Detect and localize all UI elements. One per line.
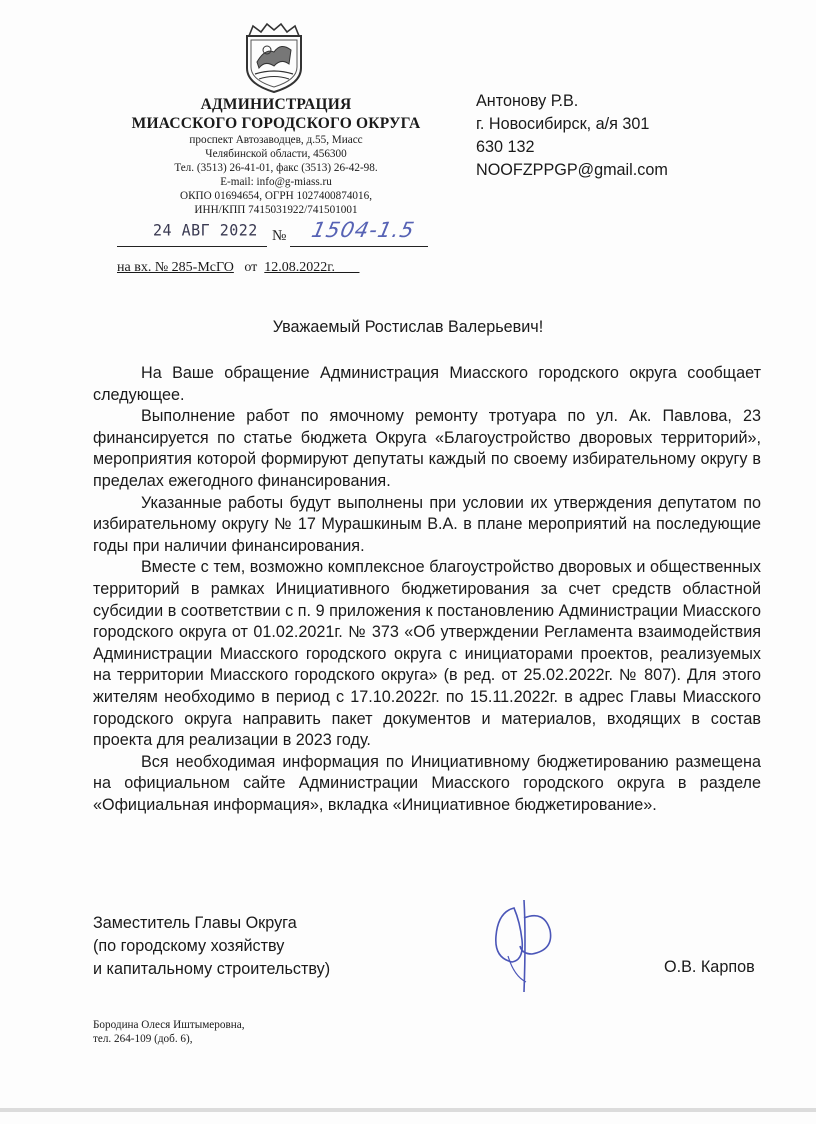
signer-name: О.В. Карпов	[664, 958, 755, 976]
addressee-email: NOOFZPPGP@gmail.com	[476, 161, 668, 179]
signer-position-line: Заместитель Главы Округа	[93, 914, 297, 932]
contact-line: ОКПО 01694654, ОГРН 1027400874016,	[179, 190, 372, 202]
addressee-name: Антонову Р.В.	[476, 92, 579, 110]
signer-position-line: и капитальному строительству)	[93, 960, 331, 978]
body-paragraph: На Ваше обращение Администрация Миасского городского округа сообщает следующее.	[93, 364, 761, 404]
letter-body	[93, 363, 761, 816]
addressee-postcode: 630 132	[476, 138, 535, 156]
contact-line: Тел. (3513) 26-41-01, факс (3513) 26-42-98.	[174, 162, 378, 174]
contact-line: проспект Автозаводцев, д.55, Миасс	[189, 134, 363, 146]
org-name-line-1: АДМИНИСТРАЦИЯ	[200, 96, 352, 113]
handwritten-number: 1504-1.5	[309, 218, 417, 242]
sender-block	[100, 95, 452, 217]
number-sign: №	[272, 228, 287, 244]
signer-position-line: (по городскому хозяйству	[93, 937, 285, 955]
body-paragraph: Указанные работы будут выполнены при условии их утверждения депутатом по избирательному округу № 17 Мурашкиным В.А. в плане мероприятий на последующие годы при наличии финансирования.	[93, 493, 761, 555]
incoming-reference	[117, 260, 359, 276]
incoming-number: на вх. № 285-МсГО	[117, 260, 234, 275]
registration-number-field	[290, 220, 428, 247]
body-paragraph: Выполнение работ по ямочному ремонту тротуара по ул. Ак. Павлова, 23 финансируется по статье бюджета Округа «Благоустройство дворовых территорий», мероприятия которой формируют депутаты каждый по своему избирательному округу в пределах ежегодного финансирования.	[93, 407, 761, 490]
coat-of-arms-icon	[241, 22, 307, 94]
contact-line: ИНН/КПП 7415031922/741501001	[194, 204, 358, 216]
salutation: Уважаемый Ростислав Валерьевич!	[272, 318, 544, 336]
signer-position	[93, 912, 330, 981]
handwritten-signature	[484, 896, 562, 994]
executor-phone: тел. 264-109 (доб. 6),	[93, 1033, 193, 1045]
incoming-date: 12.08.2022г.	[264, 260, 335, 275]
registration-date-field	[117, 220, 267, 247]
scan-edge	[0, 1108, 816, 1112]
executor-name: Бородина Олеся Иштымеровна,	[93, 1019, 245, 1031]
contact-line: E-mail: info@g-miass.ru	[220, 176, 332, 188]
executor-block	[93, 1018, 245, 1046]
addressee-block	[476, 90, 668, 182]
date-stamp: 24 АВГ 2022	[153, 220, 258, 240]
org-name-line-2: МИАССКОГО ГОРОДСКОГО ОКРУГА	[131, 115, 421, 132]
contact-line: Челябинской области, 456300	[205, 148, 347, 160]
body-paragraph: Вся необходимая информация по Инициативному бюджетированию размещена на официальном сайте Администрации Миасского городского округа в разделе «Официальная информация», вкладка «Инициативное бюджетирование».	[93, 752, 761, 814]
body-paragraph: Вместе с тем, возможно комплексное благоустройство дворовых и общественных территорий в рамках Инициативного бюджетирования за счет средств областной субсидии в соответствии с п. 9 приложения к постановлению Администрации Миасского городского округа от 01.02.2021г. № 373 «Об утверждении Регламента взаимодействия Администрации Миасского городского округа с инициаторами проектов, реализуемых на территории Миасского городского округа» (в ред. от 25.02.2022г. № 807). Для этого жителям необходимо в период с 17.10.2022г. по 15.11.2022г. в адрес Главы Миасского городского округа направить пакет документов и материалов, входящих в состав проекта для реализации в 2023 году.	[93, 558, 761, 750]
addressee-city: г. Новосибирск, а/я 301	[476, 115, 650, 133]
incoming-from-label: от	[244, 260, 258, 275]
